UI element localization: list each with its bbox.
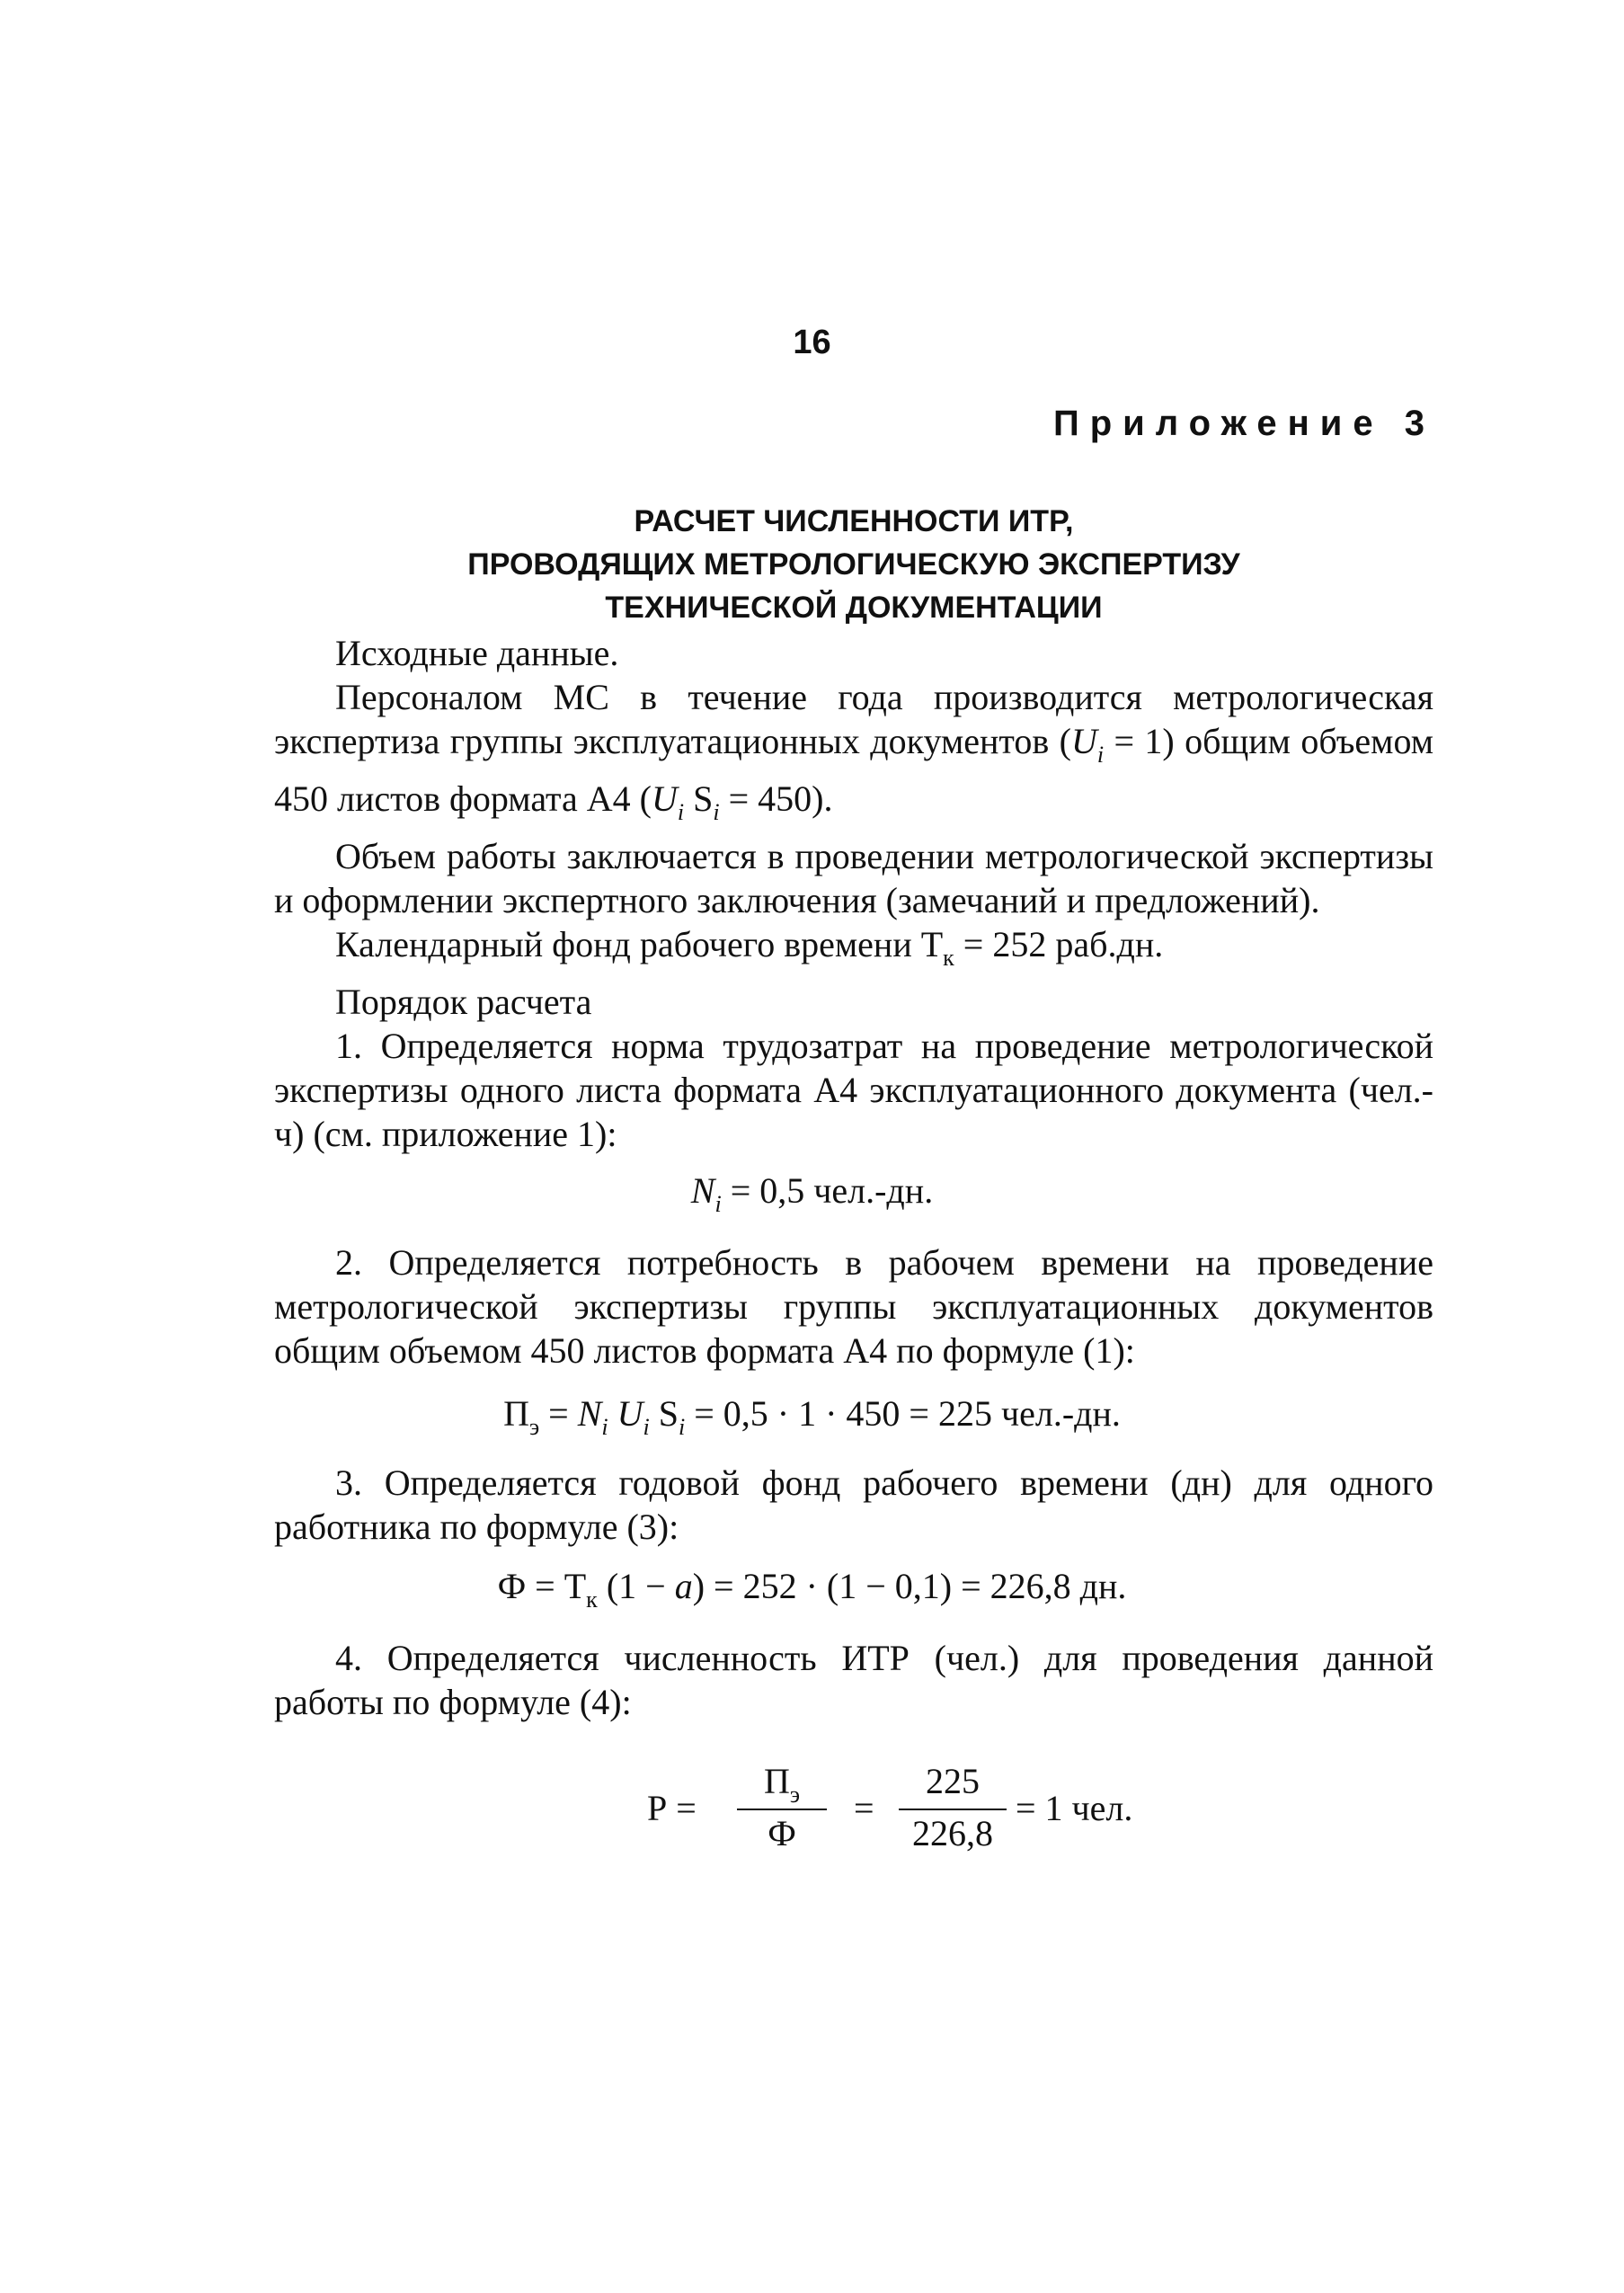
- formula-3: $Ф = Т_к$ (1 − a) = 252 · (1 − 0,1) = 226,8 дн.: [497, 1566, 1127, 1613]
- initial-data-heading: Исходные данные.: [335, 633, 619, 673]
- title-line-2: ПРОВОДЯЩИХ МЕТРОЛОГИЧЕСКУЮ ЭКСПЕРТИЗУ: [467, 547, 1240, 582]
- order-heading: Порядок расчета: [335, 982, 592, 1022]
- formula-4-equals: =: [854, 1788, 874, 1828]
- paragraph-scope: Объем работы заключается в проведении метрологической экспертизы и оформлении экспертного заключения (замечаний и предложений).: [274, 836, 1433, 920]
- title-line-1: РАСЧЕТ ЧИСЛЕННОСТИ ИТР,: [634, 504, 1074, 538]
- fraction-1-denominator: Ф: [768, 1813, 796, 1853]
- fraction-2-denominator: 226,8: [912, 1813, 993, 1853]
- step-1: 1. Определяется норма трудозатрат на проведение метрологической экспертизы одного листа формата А4 эксплуатационного документа (чел.-ч) (см. приложение 1):: [274, 1026, 1433, 1154]
- paragraph-documents: Персоналом МС в течение года производится метрологическая экспертиза группы эксплуатационных документов $(U_i = 1)$ общим объемом 450 листов формата А4 ($U_i$ $S_i = 450$).: [274, 677, 1433, 825]
- step-2-section: [274, 1240, 1433, 1373]
- formula-4-result: = 1 чел.: [1016, 1788, 1133, 1828]
- fraction-2-bar: [899, 1809, 1007, 1810]
- step-3-section: [274, 1461, 1433, 1549]
- initial-data-section: [274, 631, 1433, 1156]
- page-number: 16: [793, 324, 831, 361]
- fraction-2-numerator: 225: [926, 1761, 980, 1801]
- formula-1: $N_i = 0,5$ чел.-дн.: [690, 1170, 934, 1217]
- formula-2: $П_э = N_i$ $U_i$ $S_i = 0,5 \cdot 1 \cdot 450 = 225$ чел.-дн.: [503, 1393, 1121, 1440]
- title-line-3: ТЕХНИЧЕСКОЙ ДОКУМЕНТАЦИИ: [605, 591, 1103, 625]
- appendix-label: Приложение 3: [1053, 404, 1435, 443]
- document-title: [270, 500, 1438, 629]
- fraction-1-numerator: $П_э$: [763, 1761, 801, 1808]
- step-2: 2. Определяется потребность в рабочем времени на проведение метрологической экспертизы группы эксплуатационных документов общим объемом 450 листов формата А4 по формуле (1):: [274, 1242, 1433, 1371]
- step-4: 4. Определяется численность ИТР (чел.) для проведения данной работы по формуле (4):: [274, 1638, 1433, 1722]
- paragraph-calendar-fund: Календарный фонд рабочего времени $Т_к = 252$ раб.дн.: [335, 924, 1164, 971]
- fraction-1-bar: [737, 1809, 827, 1810]
- step-3: 3. Определяется годовой фонд рабочего времени (дн) для одного работника по формуле (3):: [274, 1462, 1433, 1547]
- step-4-section: [274, 1636, 1433, 1724]
- formula-4-lhs: Р =: [647, 1788, 697, 1828]
